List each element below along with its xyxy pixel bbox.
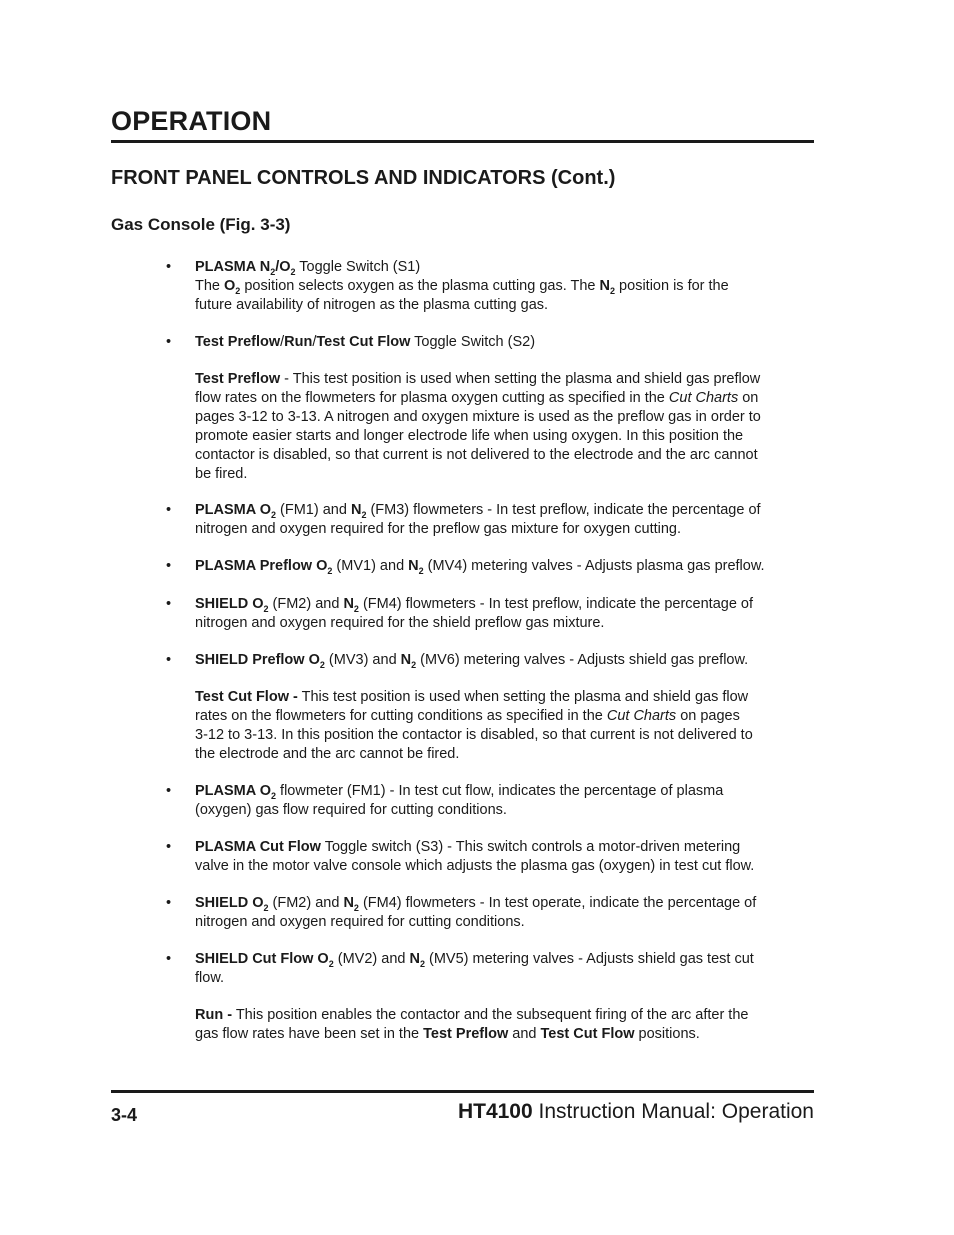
bullet: • [166, 558, 172, 574]
list-item-shield-flowmeters-operate [166, 894, 815, 932]
section-title: OPERATION [111, 106, 272, 136]
list-item-shield-cut-flow-valves [166, 950, 815, 988]
list-item-shield-preflow-valves [166, 651, 815, 670]
text-line: rates on the flowmeters for cutting conditions as specified in the Cut Charts on pages [195, 708, 740, 724]
list-item-plasma-flowmeters [166, 501, 815, 539]
text-line: (oxygen) gas flow required for cutting conditions. [195, 802, 507, 818]
text-line: promote easier starts and longer electrode life when using oxygen. In this position the [195, 428, 744, 444]
text-line: SHIELD Preflow $O_2$ (MV3) and $N_2$ (MV6) metering valves - Adjusts shield gas preflow. [195, 652, 749, 670]
text-line: be fired. [195, 466, 248, 482]
text-line: gas flow rates have been set in the Test Preflow and Test Cut Flow positions. [195, 1026, 700, 1042]
text-line: nitrogen and oxygen required for the shield preflow gas mixture. [195, 615, 605, 631]
text-line: PLASMA Cut Flow Toggle switch (S3) - This switch controls a motor-driven metering [195, 839, 741, 855]
text-line: contactor is disabled, so that current is not delivered to the electrode and the arc cannot [195, 447, 758, 463]
text-line: nitrogen and oxygen required for cutting conditions. [195, 914, 525, 930]
text-line: pages 3-12 to 3-13. A nitrogen and oxygen mixture is used as the preflow gas in order to [195, 409, 761, 425]
text-line: valve in the motor valve console which adjusts the plasma gas (oxygen) in test cut flow. [195, 858, 755, 874]
footer-rule [111, 1090, 814, 1093]
paragraph-run [195, 1006, 815, 1044]
bullet: • [166, 502, 172, 518]
bullet: • [166, 259, 172, 275]
text-line: future availability of nitrogen as the plasma cutting gas. [195, 297, 549, 313]
text-line: SHIELD $O_2$ (FM2) and $N_2$ (FM4) flowmeters - In test preflow, indicate the percentage of [195, 596, 754, 614]
text-line: PLASMA $O_2$ (FM1) and $N_2$ (FM3) flowmeters - In test preflow, indicate the percentage of [195, 502, 761, 520]
bullet: • [166, 652, 172, 668]
list-item-plasma-toggle [166, 258, 815, 315]
text-line: Test Cut Flow - This test position is used when setting the plasma and shield gas flow [195, 689, 749, 705]
bullet: • [166, 895, 172, 911]
footer-model: HT4100 [457, 1100, 533, 1123]
text-line: the electrode and the arc cannot be fired. [195, 746, 460, 762]
text-line: The $O_2$ position selects oxygen as the plasma cutting gas. The $N_2$ position is for the [195, 278, 729, 296]
text-line: PLASMA $O_2$ flowmeter (FM1) - In test cut flow, indicates the percentage of plasma [195, 783, 724, 801]
text-line: SHIELD $O_2$ (FM2) and $N_2$ (FM4) flowmeters - In test operate, indicate the percentage of [195, 895, 757, 913]
paragraph-test-preflow [195, 370, 815, 484]
footer-title-rest: Instruction Manual: Operation [532, 1100, 814, 1123]
bullet: • [166, 334, 172, 350]
footer-title [458, 1100, 814, 1124]
list-item-plasma-flowmeter-cut [166, 782, 815, 820]
bullet: • [166, 596, 172, 612]
list-item-shield-flowmeters [166, 595, 815, 633]
paragraph-test-cut-flow [195, 688, 815, 764]
text-line: flow. [195, 970, 225, 986]
bullet: • [166, 951, 172, 967]
subsection-title: Gas Console (Fig. 3-3) [111, 215, 291, 234]
text-line: Test Preflow/Run/Test Cut Flow Toggle Switch (S2) [195, 334, 536, 350]
text-line: PLASMA Preflow $O_2$ (MV1) and $N_2$ (MV4) metering valves - Adjusts plasma gas preflow. [195, 558, 765, 576]
bullet: • [166, 839, 172, 855]
text-line: 3-12 to 3-13. In this position the contactor is disabled, so that current is not delivered to [195, 727, 753, 743]
text-line: PLASMA $N_2/O_2$ Toggle Switch (S1) [195, 259, 421, 277]
list-item-test-toggle [166, 333, 815, 352]
text-line: nitrogen and oxygen required for the preflow gas mixture for oxygen cutting. [195, 521, 682, 537]
page-subtitle: FRONT PANEL CONTROLS AND INDICATORS (Cont.) [111, 167, 616, 189]
text-line: Test Preflow - This test position is used when setting the plasma and shield gas preflow [195, 371, 761, 387]
text-line: SHIELD Cut Flow $O_2$ (MV2) and $N_2$ (MV5) metering valves - Adjusts shield gas test cut [195, 951, 754, 969]
page-number: 3-4 [111, 1105, 138, 1125]
list-item-plasma-cut-flow-toggle [166, 838, 815, 876]
text-line: Run - This position enables the contactor and the subsequent firing of the arc after the [195, 1007, 749, 1023]
bullet: • [166, 783, 172, 799]
text-line: flow rates on the flowmeters for plasma oxygen cutting as specified in the Cut Charts on [195, 390, 759, 406]
list-item-plasma-preflow-valves [166, 557, 815, 576]
